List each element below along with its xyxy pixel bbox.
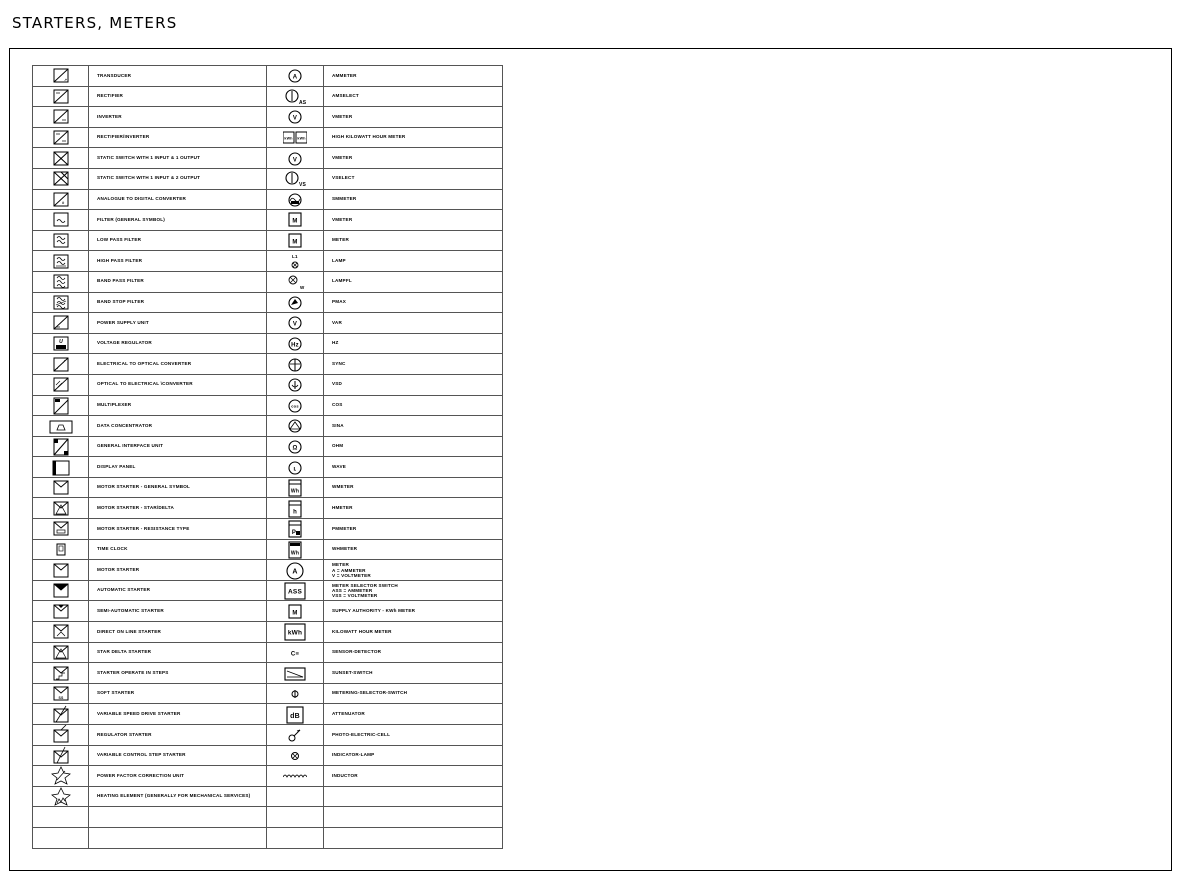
svg-text:kWh: kWh [284, 136, 293, 141]
svg-text:cos: cos [291, 403, 299, 409]
table-row [33, 498, 503, 519]
table-row [33, 189, 503, 210]
table-row [33, 292, 503, 313]
left-symbol-description: DATA CONCENTRATOR [89, 416, 267, 437]
left-symbol-description: RECTIFIER/INVERTER [89, 127, 267, 148]
supply-authority-meter-icon [283, 602, 307, 621]
voltage-regulator-icon [49, 334, 73, 353]
svg-text:M: M [292, 218, 298, 225]
power-supply-unit-icon [49, 313, 73, 332]
page-title: STARTERS, METERS [12, 14, 178, 32]
left-symbol-cell [33, 539, 89, 560]
right-symbol-description: VSD [324, 374, 503, 395]
right-symbol-description: HIGH KILOWATT HOUR METER [324, 127, 503, 148]
low-pass-filter-icon [49, 231, 73, 250]
general-interface-unit-icon [49, 437, 73, 456]
right-symbol-description: COS [324, 395, 503, 416]
table-row [33, 725, 503, 746]
left-symbol-cell [33, 436, 89, 457]
table-row [33, 601, 503, 622]
table-row [33, 416, 503, 437]
left-symbol-description: TRANSDUCER [89, 66, 267, 87]
left-symbol-description: RECTIFIER [89, 86, 267, 107]
lamp-w-icon [283, 272, 307, 291]
right-symbol-cell [267, 498, 324, 519]
table-row [33, 539, 503, 560]
heating-element-icon [49, 787, 73, 806]
svg-text:A: A [292, 74, 298, 81]
svg-text:Wh: Wh [290, 488, 300, 495]
right-symbol-description: VMETER [324, 148, 503, 169]
table-row [33, 580, 503, 601]
svg-text:P: P [291, 530, 297, 537]
svg-text:h: h [293, 509, 297, 516]
right-symbol-cell [267, 416, 324, 437]
display-panel-icon [49, 458, 73, 477]
table-row [33, 127, 503, 148]
left-symbol-cell [33, 313, 89, 334]
left-symbol-description: HIGH PASS FILTER [89, 251, 267, 272]
right-symbol-description: SINA [324, 416, 503, 437]
right-symbol-description: WMETER [324, 477, 503, 498]
left-symbol-description: BAND STOP FILTER [89, 292, 267, 313]
left-symbol-cell [33, 127, 89, 148]
inductor-icon [283, 766, 307, 785]
right-symbol-description: VMETER [324, 107, 503, 128]
left-symbol-cell [33, 663, 89, 684]
left-symbol-description: MOTOR STARTER - GENERAL SYMBOL [89, 477, 267, 498]
left-symbol-cell [33, 827, 89, 848]
table-row [33, 477, 503, 498]
right-symbol-description: LAMP [324, 251, 503, 272]
right-symbol-cell [267, 168, 324, 189]
svg-text:ʟ: ʟ [293, 466, 297, 473]
left-symbol-description: SOFT STARTER [89, 683, 267, 704]
right-symbol-description [324, 786, 503, 807]
svg-text:V: V [292, 156, 298, 163]
svg-text:Wh: Wh [290, 550, 300, 557]
right-symbol-cell [267, 725, 324, 746]
rectifier-icon [49, 87, 73, 106]
table-row [33, 86, 503, 107]
right-symbol-cell [267, 663, 324, 684]
sync-icon [283, 355, 307, 374]
svg-text:M: M [292, 239, 298, 246]
static-switch-2-icon [49, 169, 73, 188]
left-symbol-cell [33, 477, 89, 498]
star-delta-starter-icon [49, 643, 73, 662]
left-symbol-description: ANALOGUE TO DIGITAL CONVERTER [89, 189, 267, 210]
table-row [33, 766, 503, 787]
motor-starter-icon [49, 561, 73, 580]
static-switch-1-icon [49, 149, 73, 168]
data-concentrator-icon [49, 416, 73, 435]
table-row [33, 519, 503, 540]
meter-box-icon [283, 231, 307, 250]
svg-text:AS: AS [299, 99, 307, 106]
left-symbol-cell [33, 601, 89, 622]
right-symbol-description: HZ [324, 333, 503, 354]
table-row [33, 436, 503, 457]
right-symbol-cell [267, 374, 324, 395]
right-symbol-description: WHMETER [324, 539, 503, 560]
left-symbol-cell [33, 292, 89, 313]
left-symbol-cell [33, 704, 89, 725]
left-symbol-description: INVERTER [89, 107, 267, 128]
svg-text:VS: VS [299, 182, 307, 189]
left-symbol-description: REGULATOR STARTER [89, 725, 267, 746]
motor-starter-star-delta-icon [49, 499, 73, 518]
lamp-icon [283, 252, 307, 271]
right-symbol-cell [267, 601, 324, 622]
left-symbol-cell [33, 519, 89, 540]
right-symbol-cell [267, 436, 324, 457]
right-symbol-description: METER [324, 230, 503, 251]
left-symbol-cell [33, 786, 89, 807]
right-symbol-cell [267, 354, 324, 375]
right-symbol-cell [267, 251, 324, 272]
table-row [33, 622, 503, 643]
right-symbol-cell [267, 210, 324, 231]
filter-icon [49, 210, 73, 229]
right-symbol-description: AMMETER [324, 66, 503, 87]
left-symbol-description: MOTOR STARTER - STAR/DELTA [89, 498, 267, 519]
electrical-optical-icon [49, 355, 73, 374]
left-symbol-cell [33, 807, 89, 828]
left-symbol-description: VOLTAGE REGULATOR [89, 333, 267, 354]
table-row [33, 807, 503, 828]
right-symbol-cell [267, 313, 324, 334]
right-symbol-cell [267, 642, 324, 663]
optical-electrical-icon [49, 375, 73, 394]
table-row [33, 333, 503, 354]
table-row [33, 168, 503, 189]
wh-meter-2-icon [283, 540, 307, 559]
left-symbol-cell [33, 580, 89, 601]
left-symbol-cell [33, 766, 89, 787]
table-row [33, 560, 503, 581]
sensor-detector-icon [283, 643, 307, 662]
left-symbol-description: TIME CLOCK [89, 539, 267, 560]
left-symbol-description: STATIC SWITCH WITH 1 INPUT & 1 OUTPUT [89, 148, 267, 169]
left-symbol-cell [33, 210, 89, 231]
left-symbol-cell [33, 622, 89, 643]
left-symbol-cell [33, 395, 89, 416]
left-symbol-cell [33, 107, 89, 128]
table-row [33, 827, 503, 848]
left-symbol-cell [33, 333, 89, 354]
starter-steps-icon [49, 664, 73, 683]
svg-text:↗: ↗ [63, 78, 67, 83]
left-symbol-description: MULTIPLEXER [89, 395, 267, 416]
table-row [33, 704, 503, 725]
table-row [33, 642, 503, 663]
right-symbol-description: INDICATOR-LAMP [324, 745, 503, 766]
table-row [33, 683, 503, 704]
right-symbol-description: VSELECT [324, 168, 503, 189]
symbol-legend-table [32, 65, 503, 849]
vmeter-circle-icon [283, 149, 307, 168]
right-symbol-cell [267, 230, 324, 251]
wh-meter-icon [283, 478, 307, 497]
right-symbol-description: PMAX [324, 292, 503, 313]
multiplexer-icon [49, 396, 73, 415]
meter-a-circle-icon [283, 561, 307, 580]
right-symbol-description: SENSOR-DETECTOR [324, 642, 503, 663]
left-symbol-description: FILTER (GENERAL SYMBOL) [89, 210, 267, 231]
right-symbol-cell [267, 560, 324, 581]
left-symbol-cell [33, 168, 89, 189]
left-symbol-description: LOW PASS FILTER [89, 230, 267, 251]
right-symbol-cell [267, 622, 324, 643]
left-symbol-cell [33, 642, 89, 663]
metering-selector-switch-icon [283, 684, 307, 703]
motor-starter-general-icon [49, 478, 73, 497]
svg-text:kWh: kWh [287, 630, 303, 638]
left-symbol-cell [33, 251, 89, 272]
variable-control-step-icon [49, 746, 73, 765]
power-factor-correction-icon [49, 766, 73, 785]
left-symbol-description [89, 827, 267, 848]
left-symbol-description: MOTOR STARTER [89, 560, 267, 581]
vselect-icon [283, 169, 307, 188]
right-symbol-description: METER A = AMMETER V = VOLTMETER [324, 560, 503, 581]
left-symbol-cell [33, 271, 89, 292]
right-symbol-cell [267, 519, 324, 540]
right-symbol-cell [267, 766, 324, 787]
left-symbol-cell [33, 189, 89, 210]
pmax-icon [283, 293, 307, 312]
time-clock-icon [49, 540, 73, 559]
vsd-icon [283, 375, 307, 394]
right-symbol-description [324, 807, 503, 828]
svg-text:Hz: Hz [291, 342, 299, 349]
left-symbol-cell [33, 498, 89, 519]
meter-selector-switch-icon [283, 581, 307, 600]
right-symbol-description: VMETER [324, 210, 503, 231]
right-symbol-cell [267, 292, 324, 313]
attenuator-icon [283, 705, 307, 724]
right-symbol-description: WAVE [324, 457, 503, 478]
high-pass-filter-icon [49, 252, 73, 271]
right-symbol-description: OHM [324, 436, 503, 457]
right-symbol-cell [267, 271, 324, 292]
table-row [33, 663, 503, 684]
left-symbol-description: GENERAL INTERFACE UNIT [89, 436, 267, 457]
right-symbol-cell [267, 683, 324, 704]
right-symbol-description [324, 827, 503, 848]
cos-icon [283, 396, 307, 415]
svg-text:V: V [292, 115, 298, 122]
ammeter-icon [283, 66, 307, 85]
smmeter-icon [283, 190, 307, 209]
right-symbol-cell [267, 107, 324, 128]
vmeter-icon [283, 107, 307, 126]
band-stop-filter-icon [49, 293, 73, 312]
left-symbol-description: AUTOMATIC STARTER [89, 580, 267, 601]
right-symbol-cell [267, 395, 324, 416]
svg-text:dB: dB [290, 712, 300, 720]
ohm-icon [283, 437, 307, 456]
left-symbol-cell [33, 230, 89, 251]
table-row [33, 66, 503, 87]
left-symbol-cell [33, 374, 89, 395]
svg-text:U: U [58, 339, 63, 346]
left-symbol-description: DISPLAY PANEL [89, 457, 267, 478]
wave-icon [283, 458, 307, 477]
left-symbol-description: BAND PASS FILTER [89, 271, 267, 292]
svg-text:L1: L1 [292, 253, 298, 259]
right-symbol-description: SMMETER [324, 189, 503, 210]
right-symbol-description: ATTENUATOR [324, 704, 503, 725]
svg-text:M: M [292, 610, 298, 617]
left-symbol-description [89, 807, 267, 828]
left-symbol-description: STAR DELTA STARTER [89, 642, 267, 663]
table-row [33, 210, 503, 231]
svg-text:V: V [292, 321, 298, 328]
right-symbol-cell [267, 127, 324, 148]
automatic-starter-icon [49, 581, 73, 600]
left-symbol-cell [33, 86, 89, 107]
left-symbol-description: VARIABLE SPEED DRIVE STARTER [89, 704, 267, 725]
sunset-switch-icon [283, 664, 307, 683]
right-symbol-description: VAR [324, 313, 503, 334]
left-symbol-description: HEATING ELEMENT (GENERALLY FOR MECHANICAL SERVICES) [89, 786, 267, 807]
table-row [33, 354, 503, 375]
amselect-icon [283, 87, 307, 106]
right-symbol-description: SUPPLY AUTHORITY - KWh METER [324, 601, 503, 622]
left-symbol-description: POWER SUPPLY UNIT [89, 313, 267, 334]
left-symbol-cell [33, 683, 89, 704]
table-row [33, 395, 503, 416]
kilowatt-hour-meter-2-icon [283, 622, 307, 641]
right-symbol-cell [267, 66, 324, 87]
semi-automatic-starter-icon [49, 602, 73, 621]
table-row [33, 271, 503, 292]
right-symbol-description: METER SELECTOR SWITCH ASS = AMMETER VSS = VOLTMETER [324, 580, 503, 601]
table-row [33, 251, 503, 272]
left-symbol-description: VARIABLE CONTROL STEP STARTER [89, 745, 267, 766]
table-row [33, 457, 503, 478]
table-row [33, 374, 503, 395]
vmeter-box-icon [283, 210, 307, 229]
left-symbol-cell [33, 725, 89, 746]
left-symbol-cell [33, 354, 89, 375]
left-symbol-cell [33, 560, 89, 581]
right-symbol-cell [267, 539, 324, 560]
photo-electric-cell-icon [283, 725, 307, 744]
table-row [33, 313, 503, 334]
band-pass-filter-icon [49, 272, 73, 291]
right-symbol-cell [267, 704, 324, 725]
kilowatt-hour-meter-icon [283, 128, 307, 147]
right-symbol-cell [267, 786, 324, 807]
left-symbol-description: DIRECT ON LINE STARTER [89, 622, 267, 643]
right-symbol-cell [267, 333, 324, 354]
right-symbol-description: PHOTO-ELECTRIC-CELL [324, 725, 503, 746]
right-symbol-description: HMETER [324, 498, 503, 519]
right-symbol-description: SUNSET-SWITCH [324, 663, 503, 684]
svg-text:#: # [61, 199, 64, 205]
sina-icon [283, 416, 307, 435]
right-symbol-description: LAMPFL [324, 271, 503, 292]
hz-icon [283, 334, 307, 353]
analogue-digital-icon [49, 190, 73, 209]
left-symbol-description: MOTOR STARTER - RESISTANCE TYPE [89, 519, 267, 540]
right-symbol-description: SYNC [324, 354, 503, 375]
right-symbol-description: INDUCTOR [324, 766, 503, 787]
table-row [33, 786, 503, 807]
h-meter-icon [283, 499, 307, 518]
rectifier-inverter-icon [49, 128, 73, 147]
svg-text:SS: SS [57, 696, 64, 701]
left-symbol-description: ELECTRICAL TO OPTICAL CONVERTER [89, 354, 267, 375]
left-symbol-cell [33, 416, 89, 437]
left-symbol-cell [33, 66, 89, 87]
table-row [33, 107, 503, 128]
svg-text:Ω: Ω [292, 445, 298, 452]
transducer-icon [49, 66, 73, 85]
left-symbol-cell [33, 745, 89, 766]
right-symbol-cell [267, 86, 324, 107]
svg-text:ASS: ASS [288, 588, 302, 596]
table-row [33, 745, 503, 766]
right-symbol-cell [267, 457, 324, 478]
motor-starter-resistance-icon [49, 519, 73, 538]
right-symbol-description: KILOWATT HOUR METER [324, 622, 503, 643]
direct-on-line-starter-icon [49, 622, 73, 641]
right-symbol-cell [267, 807, 324, 828]
left-symbol-cell [33, 457, 89, 478]
left-symbol-description: STATIC SWITCH WITH 1 INPUT & 2 OUTPUT [89, 168, 267, 189]
inverter-icon [49, 107, 73, 126]
svg-text:C≡: C≡ [290, 651, 300, 658]
left-symbol-description: SEMI-AUTOMATIC STARTER [89, 601, 267, 622]
regulator-starter-icon [49, 725, 73, 744]
svg-text:A: A [292, 568, 298, 576]
p-meter-icon [283, 519, 307, 538]
left-symbol-cell [33, 148, 89, 169]
right-symbol-description: METERING-SELECTOR-SWITCH [324, 683, 503, 704]
table-row [33, 230, 503, 251]
left-symbol-description: OPTICAL TO ELECTRICAL \CONVERTER [89, 374, 267, 395]
var-icon [283, 313, 307, 332]
right-symbol-cell [267, 580, 324, 601]
left-symbol-description: STARTER OPERATE IN STEPS [89, 663, 267, 684]
variable-speed-drive-icon [49, 705, 73, 724]
right-symbol-cell [267, 745, 324, 766]
right-symbol-description: PMMETER [324, 519, 503, 540]
svg-text:kWh: kWh [297, 136, 306, 141]
right-symbol-description: AMSELECT [324, 86, 503, 107]
right-symbol-cell [267, 827, 324, 848]
indicator-lamp-icon [283, 746, 307, 765]
left-symbol-description: POWER FACTOR CORRECTION UNIT [89, 766, 267, 787]
right-symbol-cell [267, 477, 324, 498]
svg-text:W: W [300, 285, 305, 291]
right-symbol-cell [267, 148, 324, 169]
right-symbol-cell [267, 189, 324, 210]
table-row [33, 148, 503, 169]
soft-starter-icon [49, 684, 73, 703]
